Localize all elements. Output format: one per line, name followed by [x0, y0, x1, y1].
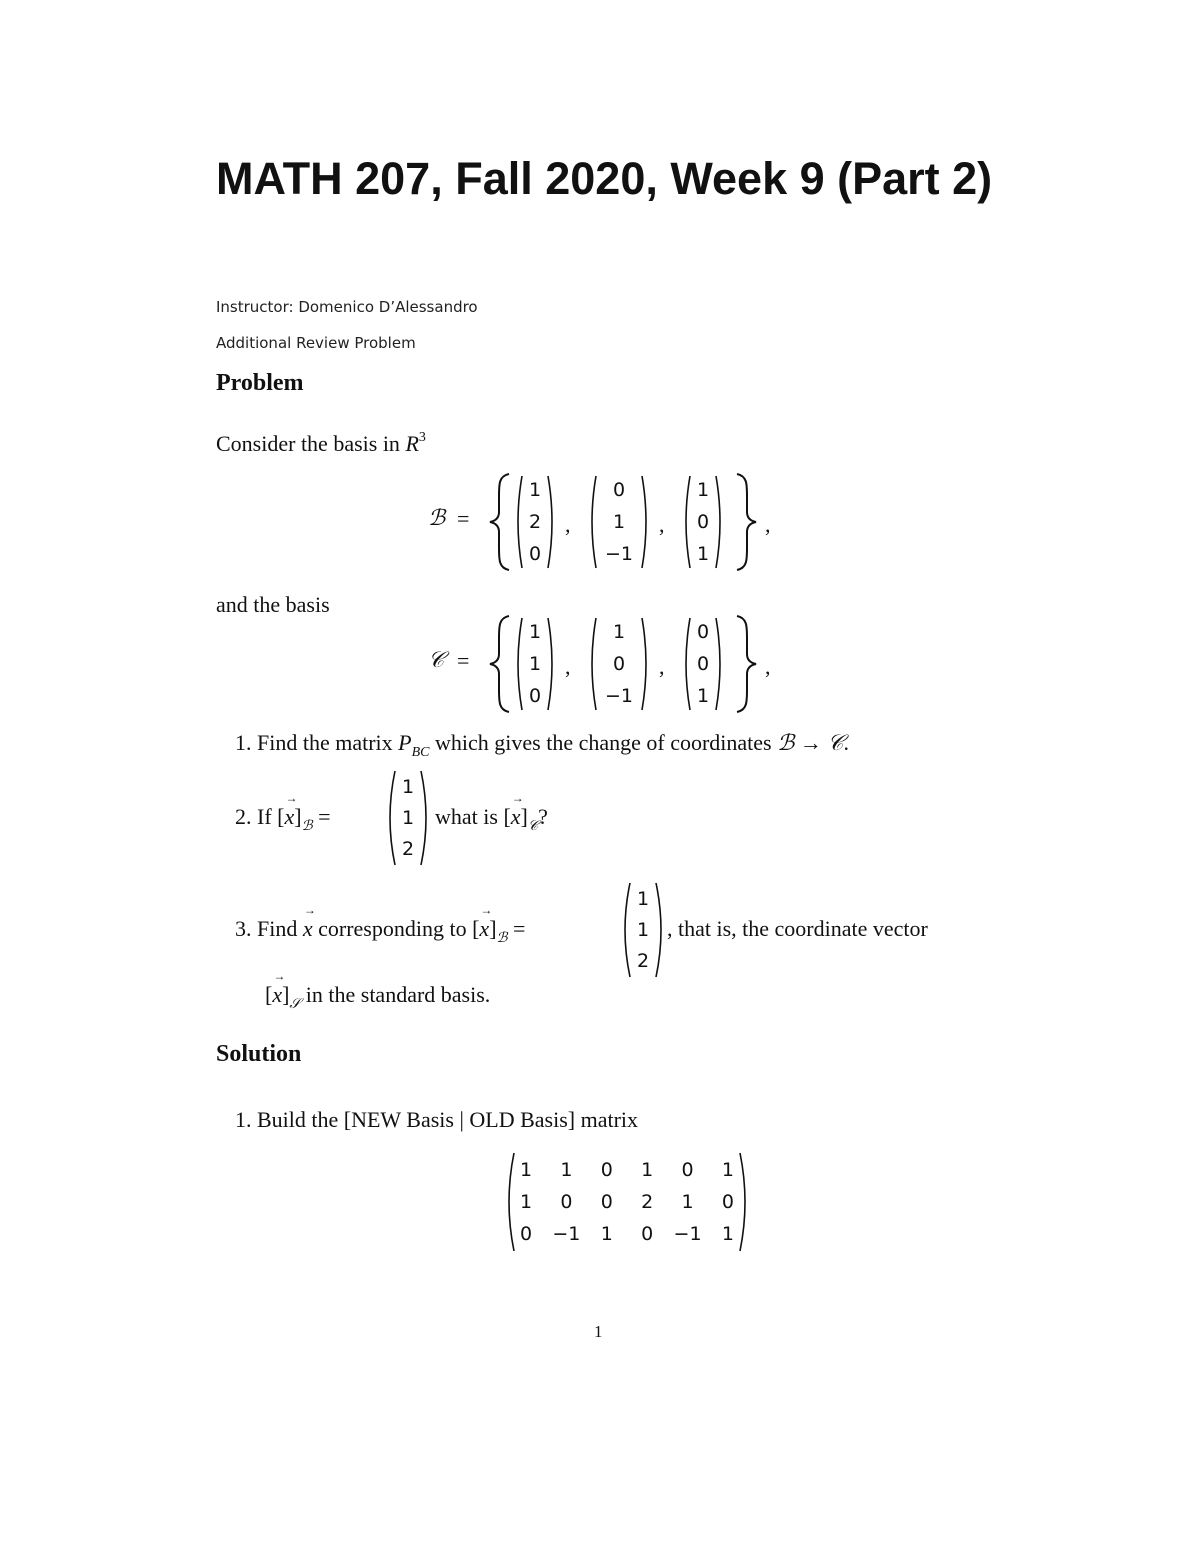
- page-title: MATH 207, Fall 2020, Week 9 (Part 2): [216, 153, 993, 204]
- separator-comma: ,: [565, 512, 571, 537]
- vector-x: → x: [272, 982, 282, 1008]
- vector-entry: 1: [612, 511, 626, 533]
- trailing-comma: ,: [765, 654, 771, 679]
- matrix-cell: −1: [673, 1223, 702, 1245]
- vector-entry: 1: [401, 807, 415, 829]
- vector-entry: 1: [528, 479, 542, 501]
- right-paren: [739, 1152, 751, 1252]
- vector-entry: 1: [636, 919, 650, 941]
- matrix-cell: −1: [552, 1223, 581, 1245]
- basis-c-equation: [425, 614, 785, 714]
- vector-entry: 2: [528, 511, 542, 533]
- matrix-cell: 0: [519, 1223, 533, 1245]
- r-symbol: R: [405, 431, 419, 456]
- arrow-icon: →: [799, 730, 822, 755]
- subtitle-line: Additional Review Problem: [216, 334, 416, 352]
- vector-entry: 1: [696, 479, 710, 501]
- question-text: which gives the change of coordinates: [435, 730, 772, 755]
- vector-entry: 0: [696, 511, 710, 533]
- basis-c-symbol: 𝒞: [827, 731, 844, 756]
- vector-entry: 0: [696, 653, 710, 675]
- question-text: in the standard basis.: [305, 982, 491, 1007]
- matrix-cell: 0: [600, 1191, 613, 1213]
- separator-comma: ,: [659, 654, 665, 679]
- basis-b-equation: [425, 472, 785, 572]
- vector-entry: 2: [401, 838, 415, 860]
- solution-step-1: [235, 1107, 638, 1133]
- question-number: 1.: [235, 730, 252, 755]
- question-text: corresponding to: [318, 916, 467, 941]
- matrix-row: [507, 1218, 747, 1250]
- matrix-cell: 0: [721, 1191, 734, 1213]
- question-text: , that is, the coordinate vector: [667, 916, 928, 941]
- question-mark: ?: [538, 804, 548, 829]
- subscript-b: ℬ: [496, 930, 508, 946]
- right-curly-brace: [731, 614, 759, 714]
- vector-x: → x: [284, 804, 294, 830]
- and-the-basis-text: and the basis: [216, 592, 330, 617]
- matrix-cell: 0: [681, 1159, 694, 1181]
- basis-b-symbol: ℬ: [428, 506, 446, 531]
- left-curly-brace: [487, 614, 515, 714]
- matrix-cell: 0: [641, 1223, 654, 1245]
- question-3: 3. Find → x corresponding to [→ $x]_ℬ$ = 1 1 2 , that is, the coordinate vector [→ $x]_𝒮$ in the standard basis.: [235, 882, 995, 1012]
- vector-x: → x: [303, 916, 313, 942]
- basis-c-equals: =: [457, 648, 470, 673]
- matrix-body: [507, 1154, 747, 1250]
- matrix-cell: 1: [600, 1223, 613, 1245]
- problem-heading: Problem: [216, 370, 304, 396]
- vector-entry: 0: [528, 543, 542, 565]
- matrix-p-subscript: BC: [411, 745, 430, 760]
- r-exponent: 3: [418, 430, 426, 445]
- matrix-cell: 1: [681, 1191, 694, 1213]
- matrix-cell: 0: [600, 1159, 613, 1181]
- question-number: 2.: [235, 804, 252, 829]
- vector-entry: 0: [612, 653, 626, 675]
- vector-x: → x: [479, 916, 489, 942]
- step-number: 1.: [235, 1107, 252, 1132]
- vector-entry: 0: [612, 479, 626, 501]
- vector-entry: 1: [636, 888, 650, 910]
- question-text: what is: [435, 804, 498, 829]
- solution-heading: Solution: [216, 1041, 302, 1067]
- matrix-cell: 1: [560, 1159, 573, 1181]
- augmented-matrix: [503, 1152, 751, 1252]
- question-text: Find: [257, 916, 298, 941]
- trailing-comma: ,: [765, 512, 771, 537]
- basis-b-symbol: ℬ: [777, 731, 795, 756]
- vector-entry: 1: [696, 685, 710, 707]
- subscript-s: 𝒮: [289, 996, 301, 1012]
- vector-entry: −1: [604, 543, 633, 565]
- left-curly-brace: [487, 472, 515, 572]
- basis-b-equals: =: [457, 506, 470, 531]
- question-2: 2. If [→ $x]_ℬ$ = 1 1 2 what is [→ $x]_𝒞$?: [235, 770, 795, 866]
- question-number: 3.: [235, 916, 252, 941]
- equals-sign: =: [318, 804, 331, 829]
- consider-line: [216, 431, 426, 457]
- vector-entry: 1: [528, 653, 542, 675]
- consider-text: Consider the basis in: [216, 431, 400, 456]
- matrix-cell: 1: [519, 1191, 533, 1213]
- page-number: 1: [594, 1322, 603, 1341]
- matrix-cell: 1: [721, 1223, 734, 1245]
- matrix-p-symbol: P: [398, 730, 412, 755]
- vector-entry: 0: [696, 621, 710, 643]
- equals-sign: =: [513, 916, 526, 941]
- vector-entry: 1: [612, 621, 626, 643]
- step-text: Build the [NEW Basis | OLD Basis] matrix: [257, 1107, 639, 1132]
- matrix-row: [507, 1186, 747, 1218]
- period: .: [843, 730, 849, 755]
- question-1: [235, 730, 849, 760]
- matrix-cell: 1: [721, 1159, 734, 1181]
- right-curly-brace: [731, 472, 759, 572]
- matrix-cell: 0: [560, 1191, 573, 1213]
- separator-comma: ,: [659, 512, 665, 537]
- matrix-cell: 1: [519, 1159, 533, 1181]
- vector-entry: 2: [636, 950, 650, 972]
- vector-entry: −1: [604, 685, 633, 707]
- separator-comma: ,: [565, 654, 571, 679]
- question-text: Find the matrix: [257, 730, 393, 755]
- subscript-b: ℬ: [301, 818, 313, 834]
- matrix-cell: 1: [641, 1159, 654, 1181]
- basis-c-symbol: 𝒞: [428, 648, 445, 673]
- vector-entry: 1: [401, 776, 415, 798]
- instructor-line: Instructor: Domenico D’Alessandro: [216, 298, 478, 316]
- vector-x: → x: [511, 804, 521, 830]
- question-text: If: [257, 804, 272, 829]
- vector-entry: 1: [696, 543, 710, 565]
- matrix-row: [507, 1154, 747, 1186]
- vector-entry: 1: [528, 621, 542, 643]
- subscript-c: 𝒞: [527, 818, 539, 834]
- matrix-cell: 2: [641, 1191, 654, 1213]
- vector-entry: 0: [528, 685, 542, 707]
